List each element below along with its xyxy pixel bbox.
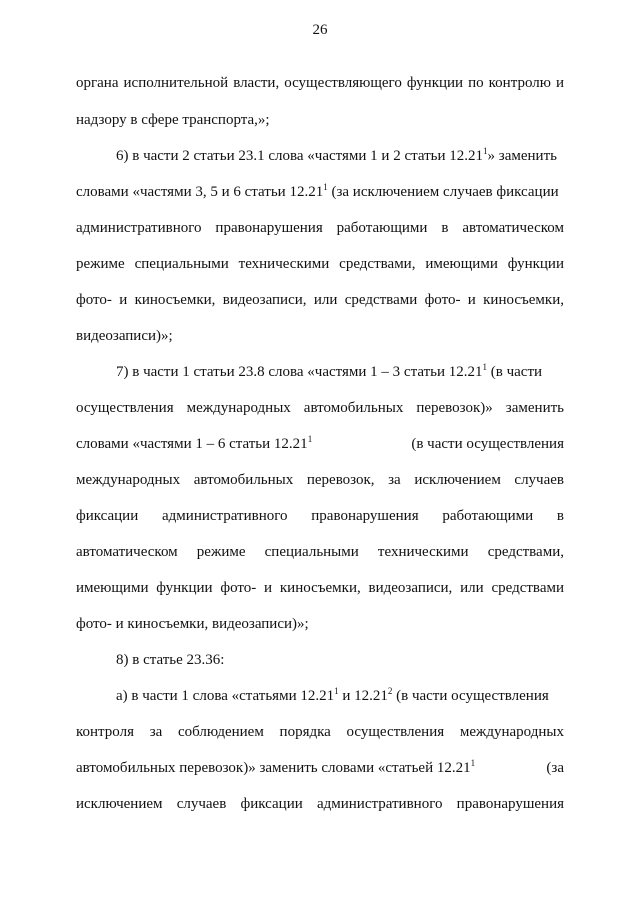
page-number: 26 <box>312 22 328 38</box>
text-line-20 <box>76 758 564 778</box>
text-line-15: имеющими функции фото- и киносъемки, видеозаписи, или средствами <box>76 580 564 596</box>
text-line-4 <box>76 182 564 202</box>
text-line-12: международных автомобильных перевозок, за исключением случаев <box>76 472 564 488</box>
line-20-start <box>76 758 475 778</box>
superscript-1: 1 <box>307 434 313 444</box>
text-line-2: надзору в сфере транспорта,»; <box>76 112 270 128</box>
superscript-1: 1 <box>483 146 488 156</box>
line-20-text: автомобильных перевозок)» заменить словами «статьей 12.21 <box>76 760 471 776</box>
text-line-1: органа исполнительной власти, осуществляющего функции по контролю и <box>76 75 564 91</box>
line-11-end: (в части осуществления <box>411 436 564 452</box>
subitem-a-start: а) в части 1 слова «статьями 12.21 <box>116 688 335 704</box>
text-line-10: осуществления международных автомобильных перевозок)» заменить <box>76 400 564 416</box>
superscript-2: 2 <box>387 686 393 696</box>
item-7-end: (в части <box>487 364 543 380</box>
subitem-a-end: (в части осуществления <box>392 688 549 704</box>
item-6-end: » заменить <box>487 148 557 164</box>
text-line-7: фото- и киносъемки, видеозаписи, или средствами фото- и киносъемки, <box>76 292 564 308</box>
line-20-end: (за <box>546 760 564 776</box>
line-4-start: словами «частями 3, 5 и 6 статьи 12.21 <box>76 184 324 200</box>
item-6-start: 6) в части 2 статьи 23.1 слова «частями 1 и 2 статьи 12.21 <box>116 148 484 164</box>
superscript-1: 1 <box>470 758 476 768</box>
superscript-1: 1 <box>334 686 339 696</box>
subitem-a-middle: и 12.21 <box>338 688 388 704</box>
text-line-18 <box>116 686 564 706</box>
text-line-21: исключением случаев фиксации административного правонарушения <box>76 796 564 812</box>
item-7-start: 7) в части 1 статьи 23.8 слова «частями 1 – 3 статьи 12.21 <box>116 364 483 380</box>
text-line-9 <box>116 362 564 382</box>
text-line-16: фото- и киносъемки, видеозаписи)»; <box>76 616 309 632</box>
text-line-8: видеозаписи)»; <box>76 328 173 344</box>
superscript-1: 1 <box>323 182 328 192</box>
superscript-1: 1 <box>482 362 488 372</box>
text-line-17: 8) в статье 23.36: <box>116 652 225 668</box>
text-line-19: контроля за соблюдением порядка осуществления международных <box>76 724 564 740</box>
line-11-start <box>76 434 312 454</box>
text-line-11 <box>76 434 564 454</box>
text-line-13: фиксации административного правонарушения работающими в <box>76 508 564 524</box>
text-line-5: административного правонарушения работающими в автоматическом <box>76 220 564 236</box>
text-line-6: режиме специальными техническими средствами, имеющими функции <box>76 256 564 272</box>
text-line-14: автоматическом режиме специальными техническими средствами, <box>76 544 564 560</box>
line-11-text: словами «частями 1 – 6 статьи 12.21 <box>76 436 308 452</box>
text-line-3 <box>116 146 564 166</box>
line-4-end: (за исключением случаев фиксации <box>327 184 559 200</box>
